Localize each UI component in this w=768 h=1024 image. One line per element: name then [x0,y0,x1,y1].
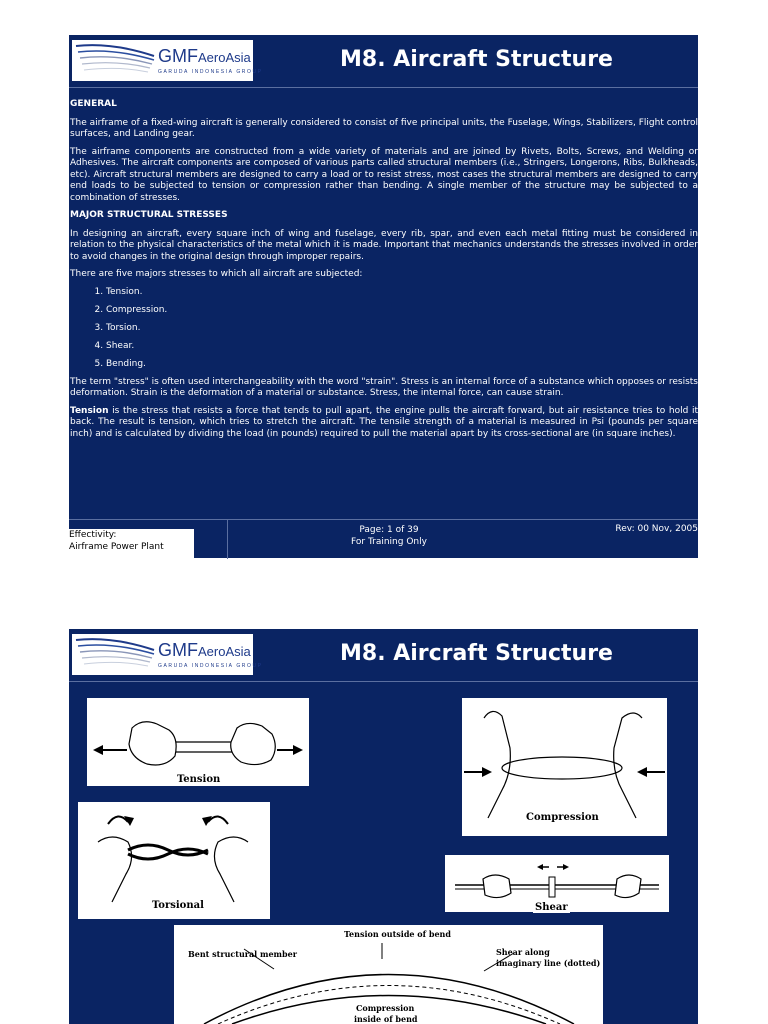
figure-caption: Tension outside of bend [344,929,451,939]
revision-date: Rev: 00 Nov, 2005 [615,524,698,534]
page-info [264,524,514,548]
paragraph: The term "stress" is often used interchangeability with the word "strain". Stress is an internal force of a substance which opposes or resists deformation. Strain is the deformation of a material or substance. Stress, the internal force, can cause strain. [70,376,698,398]
list-item: 2. Compression. [106,305,698,317]
paragraph-tension: Tension is the stress that resists a force that tends to pull apart, the engine pulls the aircraft forward, but air resistance tries to hold it back. The result is tension, which tries to stretch the aircraft. The tensile strength of a material is measured in Psi (pounds per square inch) and is calculated by dividing the load (in pounds) required to pull the material apart by its cross-sectional are (in square inches). [70,405,698,439]
list-item: 4. Shear. [106,341,698,353]
training-note: For Training Only [351,537,427,547]
effectivity-box: Effectivity: Airframe Power Plant [69,529,194,559]
section-heading-stresses: MAJOR STRUCTURAL STRESSES [70,210,228,220]
paragraph: The airframe of a fixed-wing aircraft is generally considered to consist of five principal units, the Fuselage, Wings, Stabilizers, Flight control surfaces, and Landing gear. [70,117,698,139]
slide-body [70,99,698,446]
section-heading-general: GENERAL [70,99,117,109]
torsional-figure [78,802,270,919]
slide-title: M8. Aircraft Structure [340,641,613,666]
logo-subtitle: GARUDA INDONESIA GROUP [158,663,263,669]
slide-title: M8. Aircraft Structure [340,47,613,72]
bending-figure [174,925,603,1024]
figure-caption: imaginary line (dotted) [496,958,601,968]
list-item: 3. Torsion. [106,323,698,335]
figure-caption: Shear [535,902,568,913]
paragraph: There are five majors stresses to which all aircraft are subjected: [70,269,363,279]
slide-footer [69,519,698,559]
footer-divider [227,520,228,559]
slide-header [69,629,698,682]
list-item: 5. Bending. [106,359,698,371]
slide-1 [69,35,698,558]
figure-caption: Tension [177,774,221,785]
logo-subtitle: GARUDA INDONESIA GROUP [158,69,263,75]
tension-figure [87,698,309,786]
slide-2 [69,629,698,1024]
figure-caption: Compression [356,1003,415,1013]
figure-caption: Torsional [152,900,204,911]
shear-figure [445,855,669,912]
page-number: Page: 1 of 39 [359,525,419,535]
figure-caption: Shear along [496,947,550,957]
figure-caption: Bent structural member [188,949,297,959]
slide-header [69,35,698,88]
compression-figure [462,698,667,836]
bird-wing-icon [72,634,158,675]
list-item: 1. Tension. [106,287,698,299]
paragraph: The airframe components are constructed from a wide variety of materials and are joined by Rivets, Bolts, Screws, and Welding or Adhesives. The aircraft components are composed of various parts called structural members (i.e., Stringers, Longerons, Ribs, Bulkheads, etc). Aircraft structural members are designed to carry a load or to resist stress, most cases the structural members are designed to carry end loads to be subjected to tension or compression rather than bending. A single member of the structure may be subjected to a combination of stresses. [70,146,698,203]
paragraph: In designing an aircraft, every square inch of wing and fuselage, every rib, spar, and even each metal fitting must be considered in relation to the physical characteristics of the metal which it is made. Important that mechanics understands the stresses involved in order to avoid changes in the original design through improper repairs. [70,228,698,262]
company-logo [72,634,263,675]
figure-caption: Compression [526,812,599,823]
figure-caption: inside of bend [354,1014,418,1024]
stress-list [70,287,698,371]
logo-wordmark: GMFAeroAsia [158,46,251,66]
logo-wordmark: GMFAeroAsia [158,640,251,660]
bird-wing-icon [72,40,158,81]
company-logo [72,40,263,81]
term-tension: Tension [70,405,109,416]
